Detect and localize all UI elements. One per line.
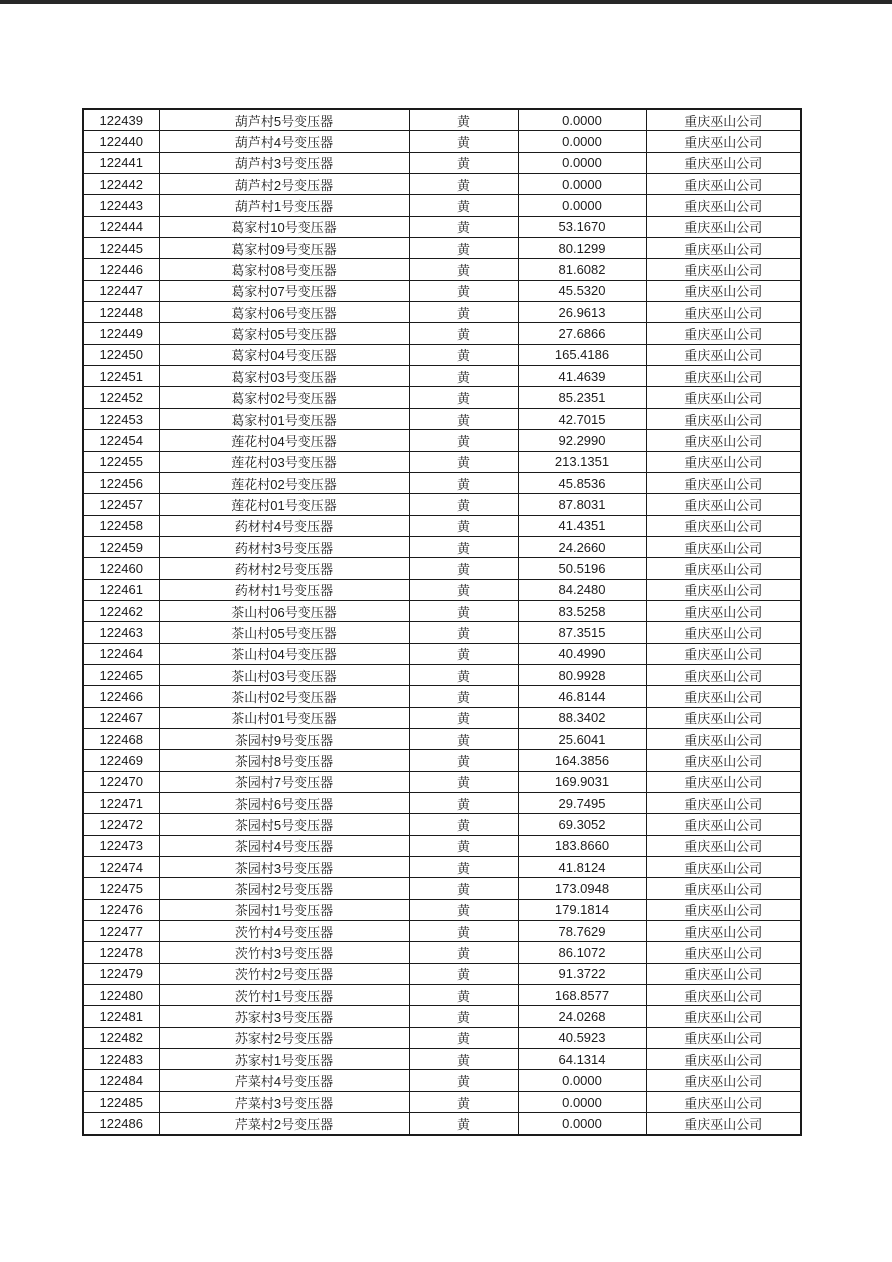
cell-value: 45.8536: [518, 472, 646, 493]
cell-id: 122472: [83, 814, 159, 835]
cell-company: 重庆巫山公司: [646, 430, 801, 451]
cell-id: 122444: [83, 216, 159, 237]
cell-flag: 黄: [409, 323, 518, 344]
cell-flag: 黄: [409, 109, 518, 131]
cell-value: 86.1072: [518, 942, 646, 963]
table-row: [83, 387, 801, 408]
cell-value: 88.3402: [518, 707, 646, 728]
cell-id: 122456: [83, 472, 159, 493]
cell-value: 92.2990: [518, 430, 646, 451]
table-row: [83, 622, 801, 643]
cell-id: 122453: [83, 408, 159, 429]
cell-flag: 黄: [409, 622, 518, 643]
table-row: [83, 579, 801, 600]
cell-flag: 黄: [409, 814, 518, 835]
cell-value: 83.5258: [518, 600, 646, 621]
cell-value: 164.3856: [518, 750, 646, 771]
cell-value: 0.0000: [518, 174, 646, 195]
cell-company: 重庆巫山公司: [646, 750, 801, 771]
cell-company: 重庆巫山公司: [646, 857, 801, 878]
cell-company: 重庆巫山公司: [646, 643, 801, 664]
cell-company: 重庆巫山公司: [646, 942, 801, 963]
cell-name: 葛家村05号变压器: [159, 323, 409, 344]
cell-name: 茶园村8号变压器: [159, 750, 409, 771]
table-row: [83, 280, 801, 301]
cell-value: 40.5923: [518, 1027, 646, 1048]
cell-name: 葛家村01号变压器: [159, 408, 409, 429]
table-row: [83, 494, 801, 515]
cell-flag: 黄: [409, 985, 518, 1006]
cell-value: 27.6866: [518, 323, 646, 344]
table-row: [83, 174, 801, 195]
cell-name: 药材村2号变压器: [159, 558, 409, 579]
cell-value: 42.7015: [518, 408, 646, 429]
cell-value: 29.7495: [518, 793, 646, 814]
cell-flag: 黄: [409, 878, 518, 899]
cell-id: 122443: [83, 195, 159, 216]
cell-name: 苏家村1号变压器: [159, 1049, 409, 1070]
table-row: [83, 707, 801, 728]
table-row: [83, 238, 801, 259]
cell-company: 重庆巫山公司: [646, 579, 801, 600]
cell-id: 122476: [83, 899, 159, 920]
cell-company: 重庆巫山公司: [646, 600, 801, 621]
table-row: [83, 344, 801, 365]
cell-id: 122440: [83, 131, 159, 152]
cell-flag: 黄: [409, 558, 518, 579]
table-row: [83, 793, 801, 814]
transformer-table-body: [83, 109, 801, 1135]
cell-value: 25.6041: [518, 728, 646, 749]
table-row: [83, 814, 801, 835]
cell-name: 茶山村05号变压器: [159, 622, 409, 643]
cell-name: 芹菜村2号变压器: [159, 1113, 409, 1135]
cell-id: 122458: [83, 515, 159, 536]
cell-company: 重庆巫山公司: [646, 558, 801, 579]
cell-flag: 黄: [409, 430, 518, 451]
cell-name: 茶山村04号变压器: [159, 643, 409, 664]
cell-value: 41.4639: [518, 366, 646, 387]
cell-company: 重庆巫山公司: [646, 152, 801, 173]
cell-company: 重庆巫山公司: [646, 664, 801, 685]
cell-company: 重庆巫山公司: [646, 174, 801, 195]
cell-company: 重庆巫山公司: [646, 878, 801, 899]
cell-value: 0.0000: [518, 109, 646, 131]
cell-flag: 黄: [409, 280, 518, 301]
cell-company: 重庆巫山公司: [646, 387, 801, 408]
cell-id: 122450: [83, 344, 159, 365]
cell-id: 122445: [83, 238, 159, 259]
cell-name: 茶山村01号变压器: [159, 707, 409, 728]
cell-name: 莲花村02号变压器: [159, 472, 409, 493]
cell-value: 183.8660: [518, 835, 646, 856]
cell-value: 0.0000: [518, 1070, 646, 1091]
table-row: [83, 472, 801, 493]
cell-value: 0.0000: [518, 195, 646, 216]
cell-value: 41.4351: [518, 515, 646, 536]
cell-value: 80.9928: [518, 664, 646, 685]
cell-name: 苏家村2号变压器: [159, 1027, 409, 1048]
cell-value: 87.3515: [518, 622, 646, 643]
cell-id: 122484: [83, 1070, 159, 1091]
cell-name: 茶山村02号变压器: [159, 686, 409, 707]
cell-flag: 黄: [409, 793, 518, 814]
cell-flag: 黄: [409, 238, 518, 259]
table-row: [83, 366, 801, 387]
cell-name: 茶山村03号变压器: [159, 664, 409, 685]
table-row: [83, 1049, 801, 1070]
cell-name: 药材村4号变压器: [159, 515, 409, 536]
cell-flag: 黄: [409, 1049, 518, 1070]
cell-company: 重庆巫山公司: [646, 1027, 801, 1048]
cell-name: 葛家村02号变压器: [159, 387, 409, 408]
cell-flag: 黄: [409, 664, 518, 685]
cell-id: 122460: [83, 558, 159, 579]
cell-name: 茶山村06号变压器: [159, 600, 409, 621]
cell-id: 122439: [83, 109, 159, 131]
cell-flag: 黄: [409, 643, 518, 664]
cell-flag: 黄: [409, 600, 518, 621]
cell-name: 茨竹村3号变压器: [159, 942, 409, 963]
cell-company: 重庆巫山公司: [646, 131, 801, 152]
cell-flag: 黄: [409, 963, 518, 984]
cell-value: 45.5320: [518, 280, 646, 301]
cell-id: 122465: [83, 664, 159, 685]
cell-id: 122454: [83, 430, 159, 451]
cell-value: 0.0000: [518, 131, 646, 152]
cell-company: 重庆巫山公司: [646, 1113, 801, 1135]
cell-flag: 黄: [409, 899, 518, 920]
cell-name: 药材村1号变压器: [159, 579, 409, 600]
cell-name: 葫芦村1号变压器: [159, 195, 409, 216]
cell-company: 重庆巫山公司: [646, 985, 801, 1006]
table-row: [83, 408, 801, 429]
cell-id: 122474: [83, 857, 159, 878]
cell-company: 重庆巫山公司: [646, 366, 801, 387]
cell-value: 41.8124: [518, 857, 646, 878]
cell-flag: 黄: [409, 728, 518, 749]
cell-name: 葛家村06号变压器: [159, 302, 409, 323]
cell-value: 53.1670: [518, 216, 646, 237]
cell-flag: 黄: [409, 366, 518, 387]
cell-flag: 黄: [409, 1070, 518, 1091]
cell-company: 重庆巫山公司: [646, 472, 801, 493]
cell-flag: 黄: [409, 494, 518, 515]
cell-name: 药材村3号变压器: [159, 536, 409, 557]
cell-id: 122464: [83, 643, 159, 664]
cell-id: 122442: [83, 174, 159, 195]
cell-name: 葫芦村5号变压器: [159, 109, 409, 131]
cell-company: 重庆巫山公司: [646, 835, 801, 856]
cell-flag: 黄: [409, 174, 518, 195]
cell-name: 葫芦村3号变压器: [159, 152, 409, 173]
cell-flag: 黄: [409, 835, 518, 856]
table-row: [83, 1091, 801, 1112]
cell-company: 重庆巫山公司: [646, 1049, 801, 1070]
cell-company: 重庆巫山公司: [646, 109, 801, 131]
cell-id: 122463: [83, 622, 159, 643]
cell-value: 87.8031: [518, 494, 646, 515]
cell-flag: 黄: [409, 131, 518, 152]
cell-value: 46.8144: [518, 686, 646, 707]
cell-flag: 黄: [409, 857, 518, 878]
cell-name: 茶园村3号变压器: [159, 857, 409, 878]
cell-name: 茶园村4号变压器: [159, 835, 409, 856]
table-row: [83, 558, 801, 579]
cell-id: 122462: [83, 600, 159, 621]
cell-id: 122449: [83, 323, 159, 344]
cell-name: 芹菜村4号变压器: [159, 1070, 409, 1091]
cell-value: 50.5196: [518, 558, 646, 579]
cell-id: 122446: [83, 259, 159, 280]
cell-id: 122441: [83, 152, 159, 173]
cell-company: 重庆巫山公司: [646, 771, 801, 792]
table-row: [83, 131, 801, 152]
cell-name: 芹菜村3号变压器: [159, 1091, 409, 1112]
table-row: [83, 857, 801, 878]
cell-name: 茶园村9号变压器: [159, 728, 409, 749]
cell-id: 122475: [83, 878, 159, 899]
table-row: [83, 643, 801, 664]
cell-company: 重庆巫山公司: [646, 451, 801, 472]
cell-id: 122480: [83, 985, 159, 1006]
cell-flag: 黄: [409, 942, 518, 963]
cell-value: 213.1351: [518, 451, 646, 472]
cell-value: 0.0000: [518, 152, 646, 173]
cell-id: 122479: [83, 963, 159, 984]
cell-value: 24.2660: [518, 536, 646, 557]
cell-id: 122478: [83, 942, 159, 963]
cell-flag: 黄: [409, 259, 518, 280]
cell-id: 122482: [83, 1027, 159, 1048]
cell-id: 122447: [83, 280, 159, 301]
table-row: [83, 323, 801, 344]
cell-company: 重庆巫山公司: [646, 921, 801, 942]
cell-company: 重庆巫山公司: [646, 622, 801, 643]
table-row: [83, 878, 801, 899]
cell-name: 茶园村6号变压器: [159, 793, 409, 814]
cell-company: 重庆巫山公司: [646, 963, 801, 984]
cell-company: 重庆巫山公司: [646, 216, 801, 237]
table-row: [83, 515, 801, 536]
cell-company: 重庆巫山公司: [646, 515, 801, 536]
table-row: [83, 771, 801, 792]
cell-name: 莲花村03号变压器: [159, 451, 409, 472]
cell-company: 重庆巫山公司: [646, 280, 801, 301]
cell-company: 重庆巫山公司: [646, 323, 801, 344]
cell-flag: 黄: [409, 1091, 518, 1112]
table-row: [83, 259, 801, 280]
cell-company: 重庆巫山公司: [646, 899, 801, 920]
cell-value: 168.8577: [518, 985, 646, 1006]
cell-id: 122467: [83, 707, 159, 728]
cell-flag: 黄: [409, 152, 518, 173]
cell-value: 80.1299: [518, 238, 646, 259]
page-top-edge: [0, 0, 892, 4]
cell-flag: 黄: [409, 771, 518, 792]
cell-name: 葫芦村4号变压器: [159, 131, 409, 152]
cell-name: 茨竹村2号变压器: [159, 963, 409, 984]
cell-name: 莲花村04号变压器: [159, 430, 409, 451]
table-row: [83, 1113, 801, 1135]
transformer-table: [82, 108, 802, 1136]
cell-value: 0.0000: [518, 1091, 646, 1112]
cell-value: 69.3052: [518, 814, 646, 835]
cell-flag: 黄: [409, 1027, 518, 1048]
cell-id: 122473: [83, 835, 159, 856]
cell-flag: 黄: [409, 515, 518, 536]
table-row: [83, 216, 801, 237]
cell-id: 122459: [83, 536, 159, 557]
cell-id: 122483: [83, 1049, 159, 1070]
cell-value: 78.7629: [518, 921, 646, 942]
cell-flag: 黄: [409, 472, 518, 493]
cell-flag: 黄: [409, 195, 518, 216]
table-row: [83, 921, 801, 942]
cell-id: 122451: [83, 366, 159, 387]
cell-company: 重庆巫山公司: [646, 302, 801, 323]
cell-flag: 黄: [409, 1113, 518, 1135]
cell-value: 91.3722: [518, 963, 646, 984]
table-row: [83, 664, 801, 685]
table-row: [83, 899, 801, 920]
table-row: [83, 536, 801, 557]
cell-name: 茶园村7号变压器: [159, 771, 409, 792]
cell-id: 122477: [83, 921, 159, 942]
cell-name: 葛家村03号变压器: [159, 366, 409, 387]
cell-value: 165.4186: [518, 344, 646, 365]
table-row: [83, 152, 801, 173]
cell-company: 重庆巫山公司: [646, 814, 801, 835]
cell-flag: 黄: [409, 451, 518, 472]
table-row: [83, 302, 801, 323]
cell-flag: 黄: [409, 216, 518, 237]
cell-company: 重庆巫山公司: [646, 707, 801, 728]
cell-flag: 黄: [409, 579, 518, 600]
cell-value: 81.6082: [518, 259, 646, 280]
cell-company: 重庆巫山公司: [646, 344, 801, 365]
cell-id: 122461: [83, 579, 159, 600]
cell-id: 122466: [83, 686, 159, 707]
table-row: [83, 451, 801, 472]
cell-value: 84.2480: [518, 579, 646, 600]
cell-name: 葛家村07号变压器: [159, 280, 409, 301]
cell-name: 葛家村08号变压器: [159, 259, 409, 280]
cell-name: 茨竹村1号变压器: [159, 985, 409, 1006]
cell-name: 葛家村10号变压器: [159, 216, 409, 237]
cell-id: 122452: [83, 387, 159, 408]
cell-flag: 黄: [409, 387, 518, 408]
cell-flag: 黄: [409, 344, 518, 365]
table-row: [83, 985, 801, 1006]
cell-flag: 黄: [409, 408, 518, 429]
cell-value: 85.2351: [518, 387, 646, 408]
cell-company: 重庆巫山公司: [646, 259, 801, 280]
table-row: [83, 728, 801, 749]
cell-value: 173.0948: [518, 878, 646, 899]
cell-name: 茶园村5号变压器: [159, 814, 409, 835]
cell-id: 122455: [83, 451, 159, 472]
cell-id: 122471: [83, 793, 159, 814]
table-row: [83, 600, 801, 621]
cell-value: 40.4990: [518, 643, 646, 664]
cell-id: 122457: [83, 494, 159, 515]
cell-company: 重庆巫山公司: [646, 1091, 801, 1112]
table-row: [83, 963, 801, 984]
cell-company: 重庆巫山公司: [646, 793, 801, 814]
cell-flag: 黄: [409, 750, 518, 771]
cell-company: 重庆巫山公司: [646, 195, 801, 216]
cell-id: 122468: [83, 728, 159, 749]
cell-company: 重庆巫山公司: [646, 1006, 801, 1027]
table-row: [83, 750, 801, 771]
table-row: [83, 1070, 801, 1091]
cell-flag: 黄: [409, 686, 518, 707]
cell-id: 122481: [83, 1006, 159, 1027]
table-row: [83, 942, 801, 963]
cell-id: 122448: [83, 302, 159, 323]
cell-company: 重庆巫山公司: [646, 536, 801, 557]
cell-name: 葛家村09号变压器: [159, 238, 409, 259]
cell-value: 64.1314: [518, 1049, 646, 1070]
cell-name: 茨竹村4号变压器: [159, 921, 409, 942]
cell-id: 122469: [83, 750, 159, 771]
cell-id: 122486: [83, 1113, 159, 1135]
cell-name: 茶园村1号变压器: [159, 899, 409, 920]
table-row: [83, 430, 801, 451]
cell-id: 122470: [83, 771, 159, 792]
table-row: [83, 109, 801, 131]
cell-flag: 黄: [409, 302, 518, 323]
cell-company: 重庆巫山公司: [646, 238, 801, 259]
table-row: [83, 195, 801, 216]
cell-flag: 黄: [409, 536, 518, 557]
cell-name: 葫芦村2号变压器: [159, 174, 409, 195]
cell-company: 重庆巫山公司: [646, 1070, 801, 1091]
cell-flag: 黄: [409, 921, 518, 942]
cell-company: 重庆巫山公司: [646, 408, 801, 429]
cell-value: 26.9613: [518, 302, 646, 323]
cell-value: 169.9031: [518, 771, 646, 792]
cell-company: 重庆巫山公司: [646, 728, 801, 749]
table-row: [83, 1006, 801, 1027]
table-row: [83, 1027, 801, 1048]
cell-name: 茶园村2号变压器: [159, 878, 409, 899]
table-row: [83, 686, 801, 707]
cell-name: 莲花村01号变压器: [159, 494, 409, 515]
cell-id: 122485: [83, 1091, 159, 1112]
cell-flag: 黄: [409, 707, 518, 728]
cell-value: 179.1814: [518, 899, 646, 920]
cell-flag: 黄: [409, 1006, 518, 1027]
cell-company: 重庆巫山公司: [646, 686, 801, 707]
table-row: [83, 835, 801, 856]
cell-value: 0.0000: [518, 1113, 646, 1135]
cell-name: 葛家村04号变压器: [159, 344, 409, 365]
cell-name: 苏家村3号变压器: [159, 1006, 409, 1027]
cell-value: 24.0268: [518, 1006, 646, 1027]
cell-company: 重庆巫山公司: [646, 494, 801, 515]
